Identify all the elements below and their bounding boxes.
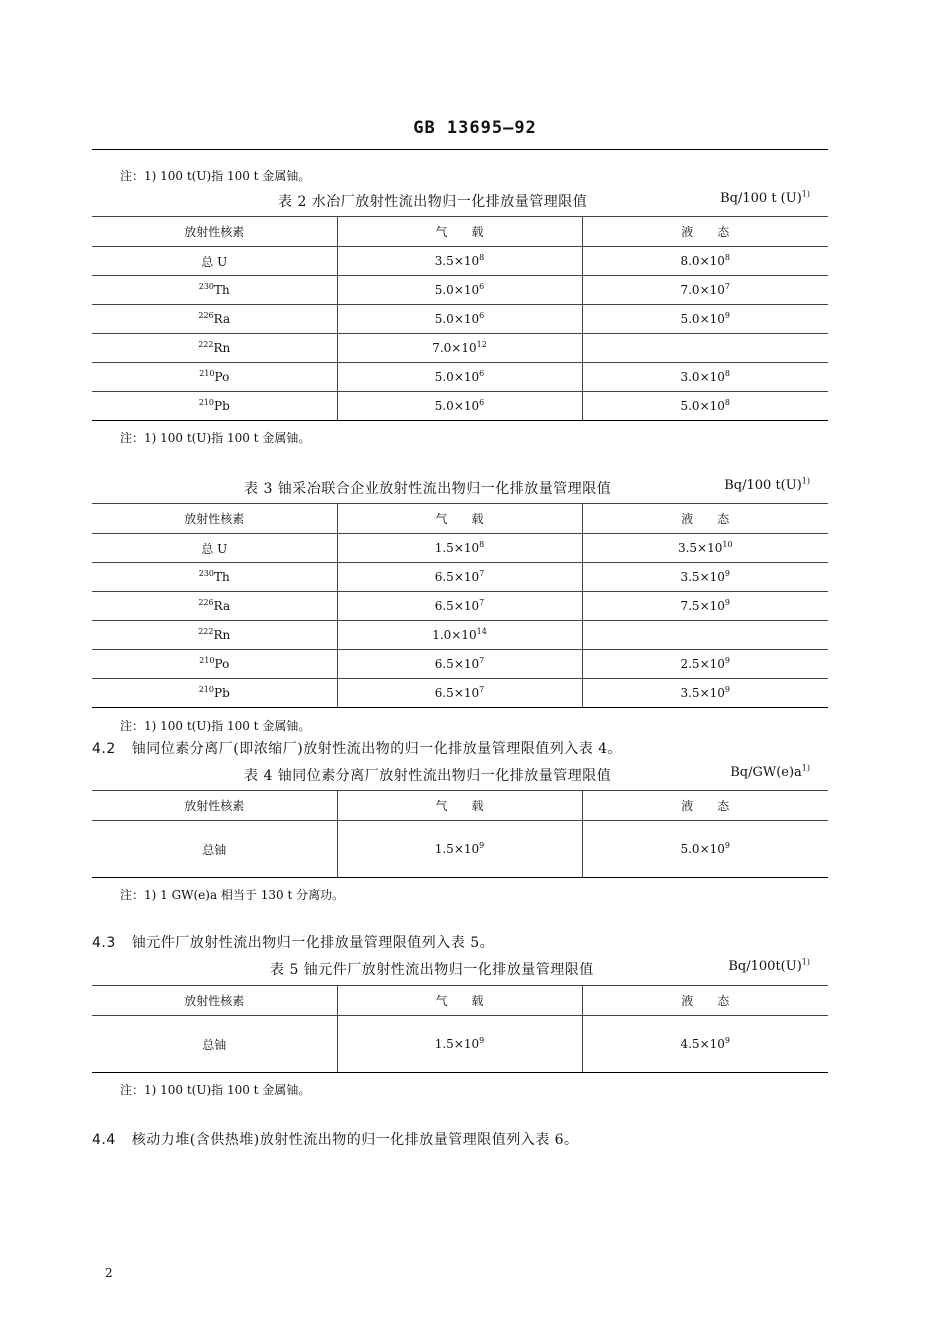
table4-note: 注：1) 1 GW(e)a 相当于 130 t 分离功。 [120, 888, 345, 902]
table-4 [92, 790, 828, 878]
gas-value-cell: $1.5\times 10^8$ [337, 534, 582, 563]
gas-value-cell: $6.5\times 10^7$ [337, 679, 582, 708]
liquid-value-cell: $5.0\times 10^8$ [582, 392, 828, 421]
nuclide-cell: $^{226}$Ra [92, 592, 337, 621]
table3-note: 注：1) 100 t(U)指 100 t 金属铀。 [120, 719, 311, 733]
section-4-4-number: 4.4 [92, 1132, 116, 1148]
table3-unit: Bq/100 $t(U)^{1)}$ [724, 476, 810, 493]
column-header: 气 载 [337, 791, 582, 821]
nuclide-cell: 总 U [92, 534, 337, 563]
table-row [92, 821, 828, 878]
gas-value-cell: $6.5\times 10^7$ [337, 592, 582, 621]
liquid-value-cell: $5.0\times 10^9$ [582, 305, 828, 334]
nuclide-cell: $^{222}$Rn [92, 621, 337, 650]
note-top: 注：1) 100 t(U)指 100 t 金属铀。 [120, 169, 311, 183]
table-row [92, 650, 828, 679]
column-header: 液 态 [582, 986, 828, 1016]
table-row [92, 363, 828, 392]
table4-unit: $Bq/GW(e)a^{1)}$ [730, 763, 810, 780]
liquid-value-cell: $5.0\times 10^9$ [582, 821, 828, 878]
nuclide-cell: $^{210}$Pb [92, 679, 337, 708]
gas-value-cell: $1.5\times 10^9$ [337, 1016, 582, 1073]
gas-value-cell: $5.0\times 10^6$ [337, 363, 582, 392]
gas-value-cell: $6.5\times 10^7$ [337, 650, 582, 679]
nuclide-cell: $^{210}$Po [92, 363, 337, 392]
nuclide-cell: $^{210}$Po [92, 650, 337, 679]
liquid-value-cell: $3.0\times 10^8$ [582, 363, 828, 392]
table-row [92, 621, 828, 650]
section-4-4 [92, 1129, 579, 1149]
liquid-value-cell: $8.0\times 10^8$ [582, 247, 828, 276]
liquid-value-cell: $3.5\times 10^9$ [582, 679, 828, 708]
gas-value-cell: $3.5\times 10^8$ [337, 247, 582, 276]
liquid-value-cell: $3.5\times 10^9$ [582, 563, 828, 592]
nuclide-cell: $^{230}$Th [92, 276, 337, 305]
gas-value-cell: $1.5\times 10^9$ [337, 821, 582, 878]
liquid-value-cell: $7.5\times 10^9$ [582, 592, 828, 621]
table5-title: 表 5 铀元件厂放射性流出物归一化排放量管理限值 [270, 962, 594, 978]
liquid-value-cell: $4.5\times 10^9$ [582, 1016, 828, 1073]
nuclide-cell: $^{222}$Rn [92, 334, 337, 363]
nuclide-cell: $^{226}$Ra [92, 305, 337, 334]
nuclide-cell: $^{210}$Pb [92, 392, 337, 421]
table-header-row [92, 504, 828, 534]
table-row [92, 334, 828, 363]
table-row [92, 534, 828, 563]
column-header: 液 态 [582, 217, 828, 247]
table-header-row [92, 986, 828, 1016]
nuclide-cell: 总 U [92, 247, 337, 276]
table5-note: 注：1) 100 t(U)指 100 t 金属铀。 [120, 1083, 311, 1097]
column-header: 液 态 [582, 791, 828, 821]
table2-title: 表 2 水冶厂放射性流出物归一化排放量管理限值 [278, 194, 588, 210]
liquid-value-cell: $3.5\times 10^{10}$ [582, 534, 828, 563]
table-row [92, 305, 828, 334]
column-header: 液 态 [582, 504, 828, 534]
column-header: 放射性核素 [92, 791, 337, 821]
column-header: 放射性核素 [92, 217, 337, 247]
table-5 [92, 985, 828, 1073]
table-row [92, 276, 828, 305]
table-row [92, 247, 828, 276]
section-4-3 [92, 932, 494, 952]
gas-value-cell: $5.0\times 10^6$ [337, 276, 582, 305]
section-4-4-text: 核动力堆(含供热堆)放射性流出物的归一化排放量管理限值列入表 6。 [131, 1132, 579, 1148]
column-header: 气 载 [337, 217, 582, 247]
table5-caption [92, 959, 828, 981]
header-rule [92, 149, 828, 150]
gas-value-cell: $5.0\times 10^6$ [337, 392, 582, 421]
section-4-2-text: 铀同位素分离厂(即浓缩厂)放射性流出物的归一化排放量管理限值列入表 4。 [131, 741, 623, 757]
table-3 [92, 503, 828, 708]
table-2 [92, 216, 828, 421]
nuclide-cell: $^{230}$Th [92, 563, 337, 592]
table-header-row [92, 217, 828, 247]
gas-value-cell: $5.0\times 10^6$ [337, 305, 582, 334]
liquid-value-cell [582, 334, 828, 363]
section-4-3-text: 铀元件厂放射性流出物归一化排放量管理限值列入表 5。 [131, 935, 495, 951]
column-header: 放射性核素 [92, 986, 337, 1016]
page-number: 2 [105, 1266, 113, 1280]
table-row [92, 679, 828, 708]
table2-unit: Bq/100 t $(U)^{1)}$ [720, 189, 810, 206]
column-header: 放射性核素 [92, 504, 337, 534]
table-row [92, 392, 828, 421]
table5-unit: $Bq/100t(U)^{1)}$ [728, 957, 810, 974]
section-4-3-number: 4.3 [92, 935, 116, 951]
table4-title: 表 4 铀同位素分离厂放射性流出物归一化排放量管理限值 [244, 768, 612, 784]
column-header: 气 载 [337, 504, 582, 534]
table2-note: 注：1) 100 t(U)指 100 t 金属铀。 [120, 431, 311, 445]
table3-title: 表 3 铀采冶联合企业放射性流出物归一化排放量管理限值 [244, 481, 612, 497]
liquid-value-cell: $2.5\times 10^9$ [582, 650, 828, 679]
gas-value-cell: $6.5\times 10^7$ [337, 563, 582, 592]
gas-value-cell: $1.0\times 10^{14}$ [337, 621, 582, 650]
table3-caption [92, 478, 828, 500]
liquid-value-cell [582, 621, 828, 650]
liquid-value-cell: $7.0\times 10^7$ [582, 276, 828, 305]
table4-caption [92, 765, 828, 787]
section-4-2 [92, 738, 622, 758]
table-header-row [92, 791, 828, 821]
gas-value-cell: $7.0\times 10^{12}$ [337, 334, 582, 363]
column-header: 气 载 [337, 986, 582, 1016]
section-4-2-number: 4.2 [92, 741, 116, 757]
table-row [92, 563, 828, 592]
table-row [92, 1016, 828, 1073]
standard-header: GB 13695—92 [413, 118, 537, 138]
table-row [92, 592, 828, 621]
nuclide-cell: 总铀 [92, 1016, 337, 1073]
nuclide-cell: 总铀 [92, 821, 337, 878]
table2-caption [92, 191, 828, 213]
